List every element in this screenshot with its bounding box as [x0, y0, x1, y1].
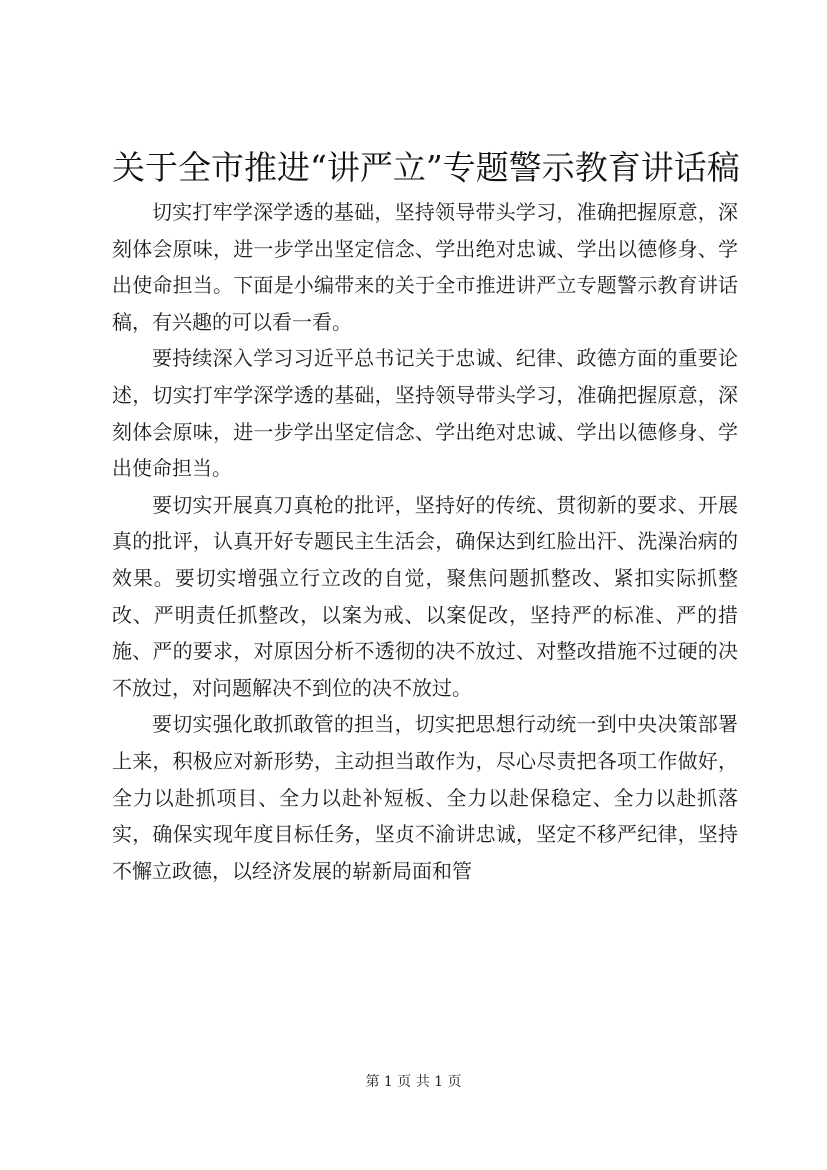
paragraph-1: 切实打牢学深学透的基础，坚持领导带头学习，准确把握原意，深刻体会原味，进一步学出坚定信念、学出绝对忠诚、学出以德修身、学出使命担当。下面是小编带来的关于全市推进讲严立专题警示教育讲话稿，有兴趣的可以看一看。 [112, 200, 738, 334]
document-title: 关于全市推进“讲严立”专题警示教育讲话稿 [112, 148, 740, 187]
paragraph-4: 要切实强化敢抓敢管的担当，切实把思想行动统一到中央决策部署上来，积极应对新形势，主动担当敢作为，尽心尽责把各项工作做好，全力以赴抓项目、全力以赴补短板、全力以赴保稳定、全力以赴抓落实，确保实现年度目标任务，坚贞不渝讲忠诚，坚定不移严纪律，坚持不懈立政德，以经济发展的崭新局面和管 [112, 712, 738, 883]
document-body [112, 194, 738, 889]
page-number-footer: 第 1 页 共 1 页 [365, 1074, 462, 1090]
paragraph-3: 要切实开展真刀真枪的批评，坚持好的传统、贯彻新的要求、开展真的批评，认真开好专题民主生活会，确保达到红脸出汗、洗澡治病的效果。要切实增强立行立改的自觉，聚焦问题抓整改、紧扣实际抓整改、严明责任抓整改，以案为戒、以案促改，坚持严的标准、严的措施、严的要求，对原因分析不透彻的决不放过、对整改措施不过硬的决不放过，对问题解决不到位的决不放过。 [112, 492, 738, 700]
paragraph-2: 要持续深入学习习近平总书记关于忠诚、纪律、政德方面的重要论述，切实打牢学深学透的基础，坚持领导带头学习，准确把握原意，深刻体会原味，进一步学出坚定信念、学出绝对忠诚、学出以德修身、学出使命担当。 [112, 346, 738, 481]
